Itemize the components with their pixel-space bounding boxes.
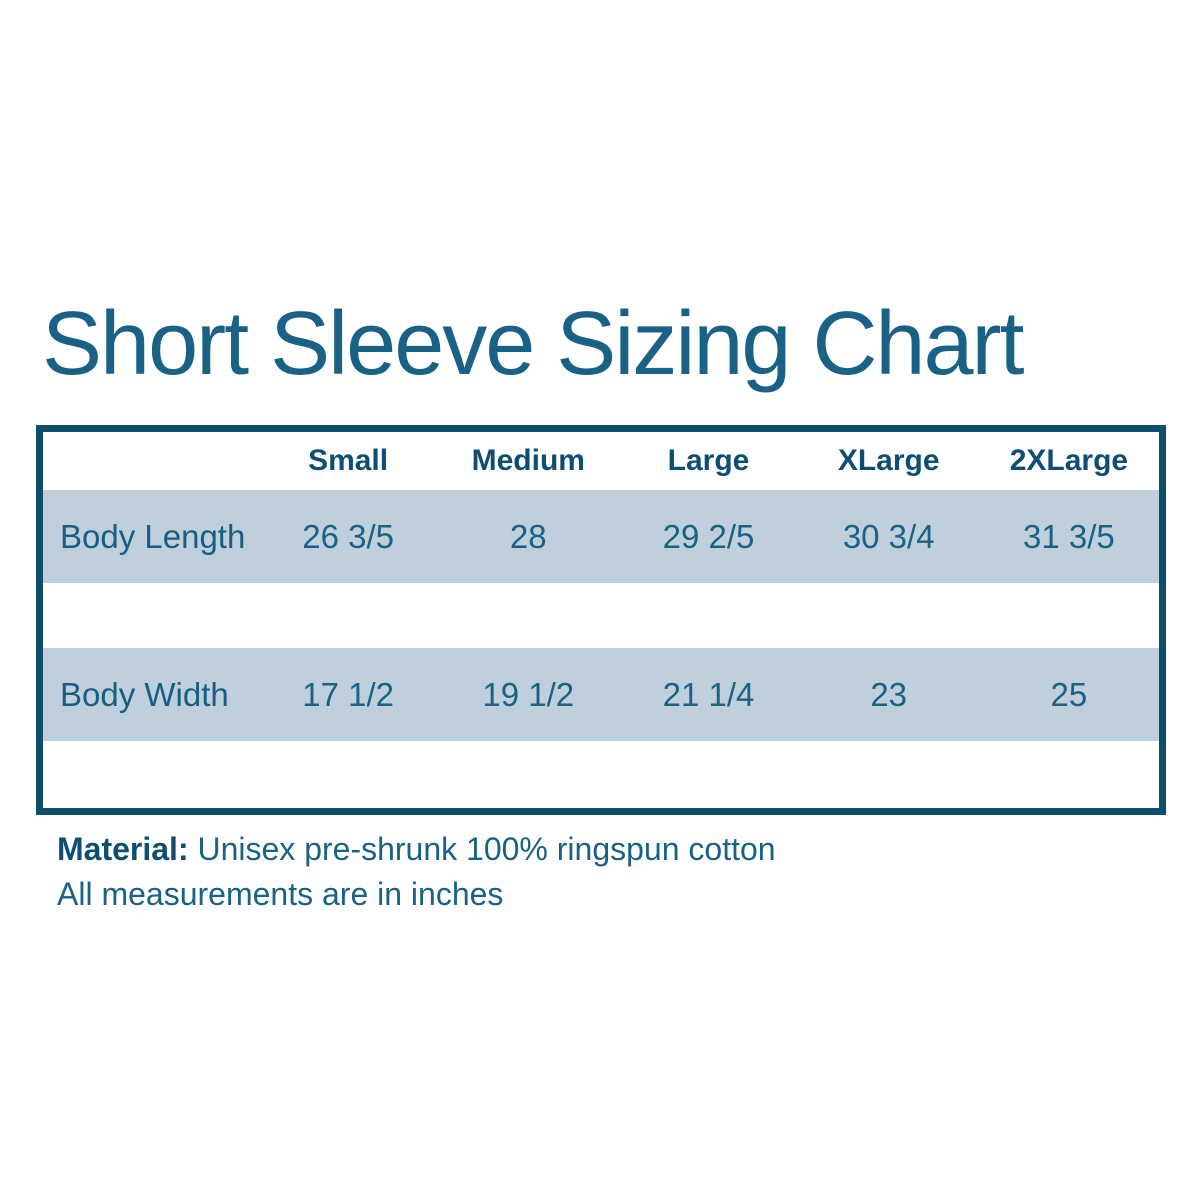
body-length-small: 26 3/5 [302, 517, 394, 555]
material-line [57, 827, 776, 872]
header-cell-2xlarge: 2XLarge [1009, 444, 1129, 477]
body-width-small: 17 1/2 [302, 675, 394, 713]
table-row-body-length [43, 490, 1159, 583]
row-label-body-width: Body Width [60, 675, 229, 713]
table-spacer-row [43, 583, 1159, 648]
body-length-2xlarge: 31 3/5 [1023, 517, 1115, 555]
header-cell-small: Small [308, 444, 389, 477]
header-cell-medium: Medium [471, 444, 585, 477]
sizing-table [36, 425, 1166, 815]
row-label-body-length: Body Length [60, 517, 246, 555]
header-cell-xlarge: XLarge [837, 444, 940, 477]
footer-notes [57, 827, 776, 917]
units-note-line: All measurements are in inches [57, 876, 504, 912]
table-row-body-width [43, 648, 1159, 741]
table-header-row [43, 432, 1159, 490]
body-width-medium: 19 1/2 [482, 675, 575, 713]
body-length-xlarge: 30 3/4 [842, 517, 935, 555]
header-cell-large: Large [667, 444, 750, 477]
body-width-large: 21 1/4 [662, 675, 755, 713]
material-text: Unisex pre-shrunk 100% ringspun cotton [197, 831, 776, 867]
body-width-xlarge: 23 [870, 675, 908, 713]
table-bottom-spacer-row [43, 741, 1159, 807]
material-label: Material: [57, 831, 189, 867]
body-length-medium: 28 [509, 517, 547, 555]
body-length-large: 29 2/5 [662, 517, 755, 555]
page-title: Short Sleeve Sizing Chart [42, 294, 1023, 394]
body-width-2xlarge: 25 [1050, 675, 1088, 713]
